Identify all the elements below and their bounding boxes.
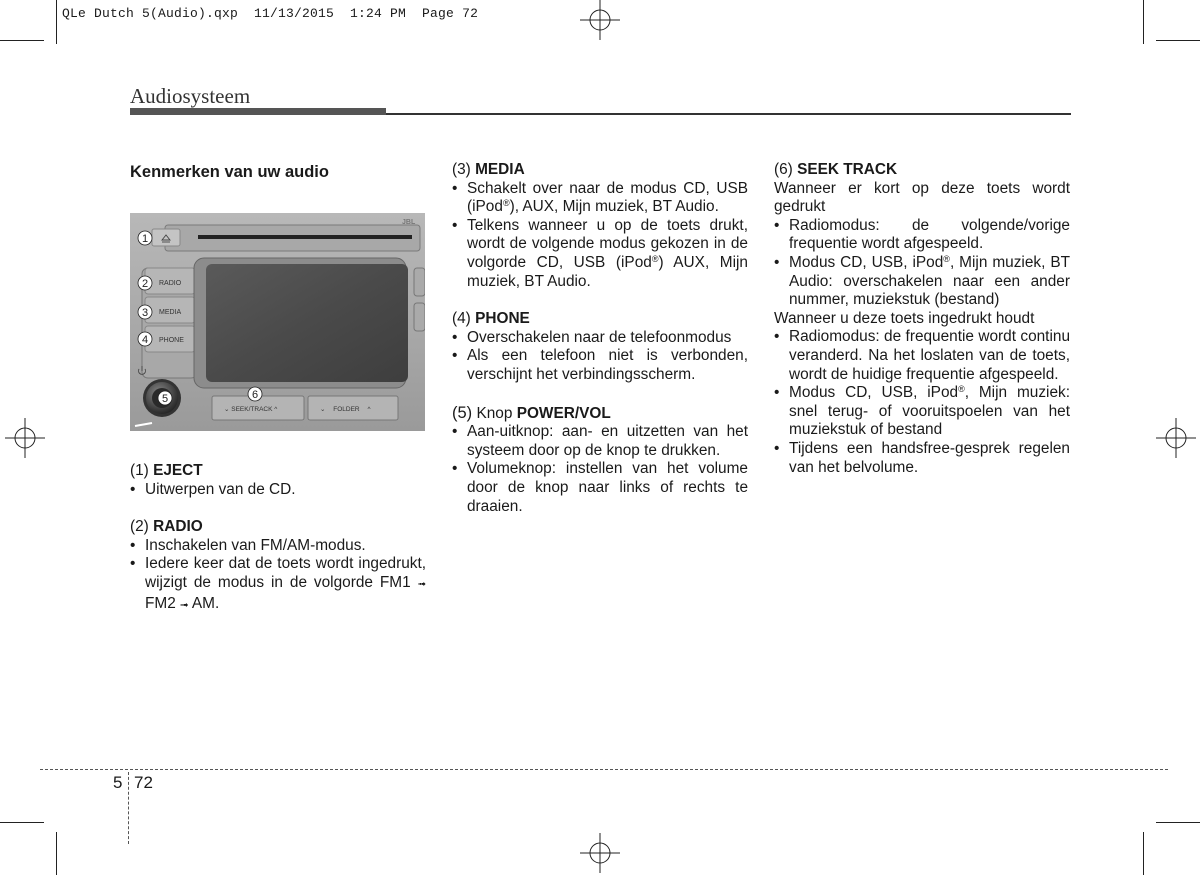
list-item: • Modus CD, USB, iPod®, Mijn muziek: snel terug- of vooruitspoelen van het muziekstuk of bestand [774, 384, 1070, 440]
list-item: • Radiomodus: de frequentie wordt continu veranderd. Na het loslaten van de toets, wordt de huidige frequentie afgespeeld. [774, 328, 1070, 384]
list-item: • Volumeknop: instellen van het volume door de knop naar links of rechts te draaien. [452, 460, 748, 516]
middle-column [452, 161, 748, 516]
callout-5 [158, 391, 172, 405]
registration-mark-icon [580, 0, 620, 40]
crop-mark [1143, 0, 1144, 44]
list-item: • Aan-uitknop: aan- en uitzetten van het systeem door op de knop te drukken. [452, 423, 748, 460]
media-heading: (3) MEDIA [452, 161, 525, 178]
list-item: • Schakelt over naar de modus CD, USB (iPod®), AUX, Mijn muziek, BT Audio. [452, 180, 748, 217]
footer-rule [40, 769, 1168, 770]
callout-3 [138, 305, 152, 319]
crop-mark [56, 0, 57, 44]
chevron-up-icon: ^ [367, 406, 371, 413]
chapter-number: 5 [113, 773, 123, 792]
eject-heading: (1) EJECT [130, 462, 203, 479]
list-item: • Radiomodus: de volgende/vorige frequentie wordt afgespeeld. [774, 217, 1070, 254]
crop-mark [1156, 40, 1200, 41]
title-rule-thick [130, 108, 386, 115]
title-rule-thin [386, 113, 1071, 115]
list-item: • Uitwerpen van de CD. [130, 481, 426, 500]
power-heading: (5) Knop POWER/VOL [452, 403, 611, 422]
footer-divider [128, 772, 129, 844]
svg-text:1: 1 [141, 233, 149, 245]
crop-mark [56, 832, 57, 875]
arrow-icon: ➟ [180, 599, 189, 611]
list-item: • Modus CD, USB, iPod®, Mijn muziek, BT Audio: overschakelen naar een ander nummer, muziekstuk (bestand) [774, 254, 1070, 310]
list-item: • Iedere keer dat de toets wordt ingedrukt, wijzigt de modus in de volgorde FM1 ➟ FM2 ➟ AM. [130, 555, 426, 615]
crop-mark [1143, 832, 1144, 875]
seek-track-button-label: ⌄ SEEK/TRACK ^ [224, 406, 278, 413]
radio-button-label: RADIO [159, 280, 182, 287]
svg-text:6: 6 [251, 389, 259, 401]
callout-6 [248, 387, 262, 401]
right-column [774, 161, 1070, 477]
section-title: Audiosysteem [130, 84, 251, 108]
svg-text:3: 3 [141, 307, 149, 319]
crop-mark [0, 40, 44, 41]
print-header: QLe Dutch 5(Audio).qxp 11/13/2015 1:24 PM Page 72 [62, 6, 479, 21]
svg-text:5: 5 [161, 393, 169, 405]
arrow-icon: ➟ [417, 578, 427, 590]
long-press-text: Wanneer u deze toets ingedrukt houdt [774, 309, 1035, 327]
list-item: • Overschakelen naar de telefoonmodus [452, 329, 748, 348]
callout-4 [138, 332, 152, 346]
crop-mark [0, 822, 44, 823]
phone-heading: (4) PHONE [452, 310, 530, 328]
page-heading: Kenmerken van uw audio [130, 163, 329, 181]
callout-2 [138, 276, 152, 290]
crop-mark [1156, 822, 1200, 823]
media-button-label: MEDIA [159, 309, 182, 316]
list-item: • Telkens wanneer u op de toets drukt, wordt de volgende modus gekozen in de volgorde CD, USB (iPod®) AUX, Mijn muziek, BT Audio. [452, 217, 748, 291]
list-item: • Als een telefoon niet is verbonden, verschijnt het verbindingsscherm. [452, 347, 748, 384]
left-column [130, 462, 426, 615]
folder-button-label: ⌄ FOLDER ^ [320, 406, 371, 413]
svg-text:2: 2 [141, 278, 149, 290]
registration-mark-icon [1156, 418, 1196, 458]
registration-mark-icon [580, 833, 620, 873]
audio-panel-illustration [130, 213, 425, 431]
list-item: • Inschakelen van FM/AM-modus. [130, 537, 426, 556]
chevron-down-icon: ⌄ [320, 406, 326, 413]
jbl-logo: JBL [402, 219, 416, 226]
seek-heading: (6) SEEK TRACK [774, 161, 898, 178]
short-press-text: Wanneer er kort op deze toets wordt gedrukt [774, 179, 1070, 216]
svg-text:4: 4 [141, 334, 149, 346]
radio-heading: (2) RADIO [130, 518, 203, 536]
list-item: • Tijdens een handsfree-gesprek regelen van het belvolume. [774, 440, 1070, 477]
phone-button-label: PHONE [159, 337, 184, 344]
page-number: 72 [134, 773, 153, 792]
chevron-down-icon: ⌄ [224, 406, 230, 413]
registration-mark-icon [5, 418, 45, 458]
callout-1 [138, 231, 152, 245]
chevron-up-icon: ^ [274, 406, 278, 413]
